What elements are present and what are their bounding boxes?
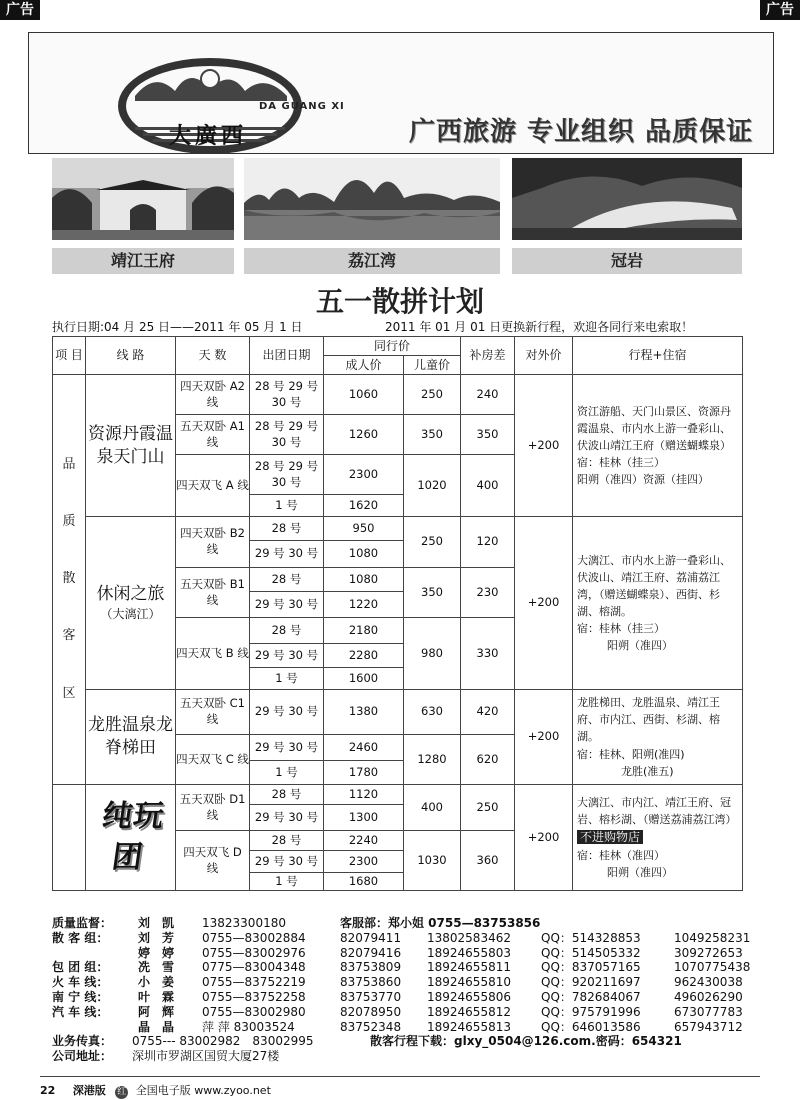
photo-guanyan-cave — [512, 158, 742, 240]
address-label: 公司地址： — [52, 1049, 113, 1064]
itinerary-c — [573, 690, 743, 785]
contact-qq: QQ：514328853 — [541, 930, 641, 945]
contact-row — [52, 946, 772, 961]
contact-label: 散 客 组： — [52, 930, 109, 945]
contact-row-quality — [52, 916, 772, 931]
ad-tag-left: 广告 — [0, 0, 40, 20]
lodging-line: 阳朔（准四） — [607, 865, 674, 879]
adult-price: 1220 — [324, 592, 404, 618]
contact-tel: 13823300180 — [202, 916, 286, 930]
contact-label: 包 团 组： — [52, 960, 109, 975]
route-name-a-text: 资源丹霞温泉天门山 — [88, 423, 173, 467]
header-days: 天 数 — [176, 337, 250, 375]
itinerary-b — [573, 517, 743, 690]
contact-tel: 0775—83004348 — [202, 960, 306, 975]
lodging-line: 宿：桂林（挂三） — [577, 622, 666, 636]
date-cell: 1 号 — [250, 761, 324, 785]
contact-mobile: 13802583462 — [427, 930, 511, 945]
contact-qq: QQ：837057165 — [541, 960, 641, 975]
contact-tel: 0755—83752258 — [202, 989, 306, 1004]
photo-caption-3: 冠岩 — [512, 248, 742, 274]
category-char: 区 — [62, 685, 76, 701]
room-diff: 230 — [461, 568, 515, 618]
child-price: 350 — [404, 568, 461, 618]
contact-qq2: 962430038 — [674, 975, 743, 990]
header-depart: 出团日期 — [250, 337, 324, 375]
contact-tel2: 82078950 — [340, 1004, 402, 1019]
route-sub-b: （大漓江） — [100, 607, 161, 622]
ext-price-a: +200 — [515, 375, 573, 517]
ext-price-b: +200 — [515, 517, 573, 690]
no-shopping-badge: 不进购物店 — [577, 830, 643, 844]
date-cell: 29 号 30 号 — [250, 541, 324, 568]
room-diff: 620 — [461, 735, 515, 785]
route-name-b — [86, 517, 176, 690]
contact-name: 婷 婷 — [138, 945, 175, 960]
contact-qq2: 1070775438 — [674, 960, 751, 975]
contacts-section — [52, 916, 772, 1064]
route-name-c — [86, 690, 176, 785]
lodging-line: 阳朔（准四） — [607, 639, 674, 653]
adult-price: 1080 — [324, 541, 404, 568]
itinerary-text — [577, 794, 738, 847]
header-ext-price: 对外价 — [515, 337, 573, 375]
service-dept: 客服部：郑小姐 0755—83753856 — [340, 916, 541, 930]
date-cell: 28 号 29 号 30 号 — [250, 455, 324, 495]
lodging-line: 宿：桂林（准四） — [577, 848, 666, 862]
route-name-c-text: 龙胜温泉龙脊梯田 — [88, 715, 173, 758]
child-price: 630 — [404, 690, 461, 735]
contact-qq: QQ：975791996 — [541, 1004, 641, 1019]
room-diff: 360 — [461, 831, 515, 891]
itinerary-text: 资江游船、天门山景区、资源丹霞温泉、市内水上游一叠彩山、伏波山靖江王府（赠送蝴蝶泉） — [577, 404, 732, 452]
child-price: 1030 — [404, 831, 461, 891]
adult-price: 2240 — [324, 831, 404, 851]
footer-website[interactable]: 全国电子版 www.zyoo.net — [135, 1084, 271, 1097]
contact-tel: 萍 萍 83003524 — [202, 1019, 295, 1034]
child-price: 350 — [404, 415, 461, 455]
itinerary-text: 龙胜梯田、龙胜温泉、靖江王府、市内江、西街、杉湖、榕湖。 — [577, 696, 721, 744]
header-itinerary: 行程+住宿 — [573, 337, 743, 375]
page-number: 22 — [40, 1084, 56, 1097]
contact-mobile: 18924655806 — [427, 989, 511, 1004]
category-char: 质 — [62, 514, 76, 530]
contact-qq2: 1049258231 — [674, 930, 751, 945]
header-item: 项 目 — [53, 337, 86, 375]
room-diff: 250 — [461, 785, 515, 831]
child-price: 250 — [404, 375, 461, 415]
days-a2: 四天双卧 A2 线 — [176, 375, 250, 415]
category-char: 客 — [62, 628, 76, 644]
date-cell: 28 号 — [250, 618, 324, 644]
contact-tel2: 82079416 — [340, 945, 402, 960]
header-adult: 成人价 — [324, 356, 404, 375]
route-name-d — [86, 785, 176, 891]
photo-caption-1: 靖江王府 — [52, 248, 234, 274]
ad-tag-right: 广告 — [760, 0, 800, 20]
contact-qq2: 496026290 — [674, 989, 743, 1004]
days-c1: 五天双卧 C1 线 — [176, 690, 250, 735]
lodging-line: 龙胜(准五) — [621, 764, 674, 778]
logo-english: DA GUANG XI — [259, 101, 345, 112]
contact-name: 刘 芳 — [138, 930, 175, 945]
contact-name: 小 姜 — [138, 975, 175, 990]
days-b1: 五天双卧 B1 线 — [176, 568, 250, 618]
room-diff: 120 — [461, 517, 515, 568]
route-name-d-text: 纯玩团 — [99, 799, 167, 875]
contact-label: 汽 车 线： — [52, 1004, 109, 1019]
adult-price: 2180 — [324, 618, 404, 644]
contact-name: 阿 辉 — [138, 1004, 175, 1019]
date-cell: 28 号 — [250, 831, 324, 851]
edition-label: 深港版 — [72, 1084, 106, 1097]
contact-tel2: 83753809 — [340, 960, 402, 975]
child-price: 1280 — [404, 735, 461, 785]
category-char: 散 — [62, 571, 76, 587]
contact-label: 南 宁 线： — [52, 989, 109, 1004]
date-cell: 29 号 30 号 — [250, 805, 324, 831]
date-cell: 29 号 30 号 — [250, 690, 324, 735]
date-cell: 28 号 29 号 30 号 — [250, 415, 324, 455]
adult-price: 2300 — [324, 851, 404, 873]
room-diff: 240 — [461, 375, 515, 415]
child-price: 400 — [404, 785, 461, 831]
photo-lijiang-bay — [244, 158, 500, 240]
contact-name: 冼 雪 — [138, 960, 175, 975]
days-c: 四天双飞 C 线 — [176, 735, 250, 785]
child-price: 980 — [404, 618, 461, 690]
header-route: 线 路 — [86, 337, 176, 375]
date-cell: 1 号 — [250, 495, 324, 517]
edition-badge-icon: 红 — [117, 1087, 127, 1097]
date-cell: 29 号 30 号 — [250, 735, 324, 761]
contact-label: 质量监督： — [52, 916, 113, 930]
date-cell: 28 号 — [250, 517, 324, 541]
logo-chinese: 大廣西 — [169, 123, 248, 149]
contact-mobile: 18924655813 — [427, 1019, 511, 1034]
room-diff: 330 — [461, 618, 515, 690]
contact-tel2: 83753860 — [340, 975, 402, 990]
days-d: 四天双飞 D 线 — [176, 831, 250, 891]
category-cell — [53, 375, 86, 785]
contact-label: 火 车 线： — [52, 975, 109, 990]
date-cell: 29 号 30 号 — [250, 644, 324, 668]
contact-mobile: 18924655803 — [427, 945, 511, 960]
days-a: 四天双飞 A 线 — [176, 455, 250, 517]
date-cell: 1 号 — [250, 668, 324, 690]
contact-qq: QQ：514505332 — [541, 945, 641, 960]
contact-tel2: 82079411 — [340, 930, 402, 945]
update-note: 2011 年 01 月 01 日更换新行程，欢迎各同行来电索取！ — [385, 320, 694, 334]
adult-price: 2460 — [324, 735, 404, 761]
contact-row — [52, 975, 772, 990]
photo-jingjiang-palace — [52, 158, 234, 240]
lodging-line: 阳朔（准四）资源（挂四） — [577, 473, 710, 487]
route-name-b-text: 休闲之旅 — [96, 584, 165, 605]
contact-row — [52, 1020, 772, 1035]
adult-price: 1600 — [324, 668, 404, 690]
adult-price: 1260 — [324, 415, 404, 455]
ext-price-d: +200 — [515, 785, 573, 891]
adult-price: 1380 — [324, 690, 404, 735]
lodging-line: 宿：桂林（挂三） — [577, 456, 666, 470]
contact-mobile: 18924655810 — [427, 975, 511, 990]
contact-tel: 0755—83752219 — [202, 975, 306, 990]
page-title: 五一散拼计划 — [315, 285, 484, 318]
contact-qq: QQ：782684067 — [541, 989, 641, 1004]
contact-qq2: 673077783 — [674, 1004, 743, 1019]
room-diff: 420 — [461, 690, 515, 735]
contact-qq: QQ：646013586 — [541, 1019, 641, 1034]
child-price: 250 — [404, 517, 461, 568]
date-cell: 28 号 — [250, 785, 324, 805]
pricing-table — [52, 336, 743, 891]
contact-row — [52, 931, 772, 946]
header-banner — [28, 32, 774, 154]
itinerary-text: 大漓江、市内水上游一叠彩山、伏波山、靖江王府、荔浦荔江湾，（赠送蝴蝶泉）、西街、杉湖、榕湖。 — [577, 553, 732, 618]
contact-tel2: 83753770 — [340, 989, 402, 1004]
contact-row — [52, 960, 772, 975]
days-a1: 五天双卧 A1 线 — [176, 415, 250, 455]
ext-price-c: +200 — [515, 690, 573, 785]
adult-price: 1680 — [324, 873, 404, 891]
adult-price: 2300 — [324, 455, 404, 495]
fax-label: 业务传真： — [52, 1034, 113, 1049]
adult-price: 950 — [324, 517, 404, 541]
date-cell: 28 号 — [250, 568, 324, 592]
itinerary-d-text: 大漓江、市内江、靖江王府、冠岩、榕杉湖、（赠送荔浦荔江湾） — [577, 796, 737, 827]
contact-qq2: 309272653 — [674, 945, 743, 960]
route-name-a — [86, 375, 176, 517]
contact-row — [52, 1005, 772, 1020]
days-b: 四天双飞 B 线 — [176, 618, 250, 690]
date-cell: 29 号 30 号 — [250, 851, 324, 873]
contact-name: 叶 霖 — [138, 989, 175, 1004]
days-b2: 四天双卧 B2 线 — [176, 517, 250, 568]
execution-date: 执行日期:04 月 25 日——2011 年 05 月 1 日 — [52, 320, 303, 334]
contact-tel2: 83752348 — [340, 1019, 402, 1034]
itinerary-a — [573, 375, 743, 517]
slogan: 广西旅游 专业组织 品质保证 — [409, 117, 754, 147]
contact-tel: 0755—83002976 — [202, 945, 306, 960]
fax-value: 0755--- 83002982 83002995 — [132, 1034, 314, 1049]
header-room-diff: 补房差 — [461, 337, 515, 375]
itinerary-d — [573, 785, 743, 891]
contact-tel: 0755—83002884 — [202, 930, 306, 945]
header-peer-price: 同行价 — [324, 337, 461, 356]
fax-row — [52, 1034, 772, 1049]
adult-price: 1780 — [324, 761, 404, 785]
category-char: 品 — [62, 456, 76, 472]
lodging-line: 宿：桂林、阳朔(准四) — [577, 747, 685, 761]
adult-price: 1080 — [324, 568, 404, 592]
footer-divider — [40, 1076, 760, 1077]
adult-price: 1060 — [324, 375, 404, 415]
contact-qq: QQ：920211697 — [541, 975, 641, 990]
contact-tel: 0755—83002980 — [202, 1004, 306, 1019]
adult-price: 1300 — [324, 805, 404, 831]
address-row — [52, 1049, 772, 1064]
footer — [40, 1082, 271, 1099]
room-diff: 350 — [461, 415, 515, 455]
address-value: 深圳市罗湖区国贸大厦27楼 — [132, 1049, 280, 1064]
date-cell: 1 号 — [250, 873, 324, 891]
header-child: 儿童价 — [404, 356, 461, 375]
contact-mobile: 18924655812 — [427, 1004, 511, 1019]
room-diff: 400 — [461, 455, 515, 517]
photo-caption-2: 荔江湾 — [244, 248, 500, 274]
adult-price: 2280 — [324, 644, 404, 668]
contact-qq2: 657943712 — [674, 1019, 743, 1034]
contact-row — [52, 990, 772, 1005]
date-cell: 29 号 30 号 — [250, 592, 324, 618]
child-price: 1020 — [404, 455, 461, 517]
adult-price: 1620 — [324, 495, 404, 517]
download-info: 散客行程下载：glxy_0504@126.com.密码：654321 — [370, 1034, 682, 1049]
adult-price: 1120 — [324, 785, 404, 805]
contact-mobile: 18924655811 — [427, 960, 511, 975]
date-cell: 28 号 29 号 30 号 — [250, 375, 324, 415]
days-d1: 五天双卧 D1 线 — [176, 785, 250, 831]
contact-name: 刘 凯 — [138, 916, 175, 930]
contact-name: 晶 晶 — [138, 1019, 175, 1034]
